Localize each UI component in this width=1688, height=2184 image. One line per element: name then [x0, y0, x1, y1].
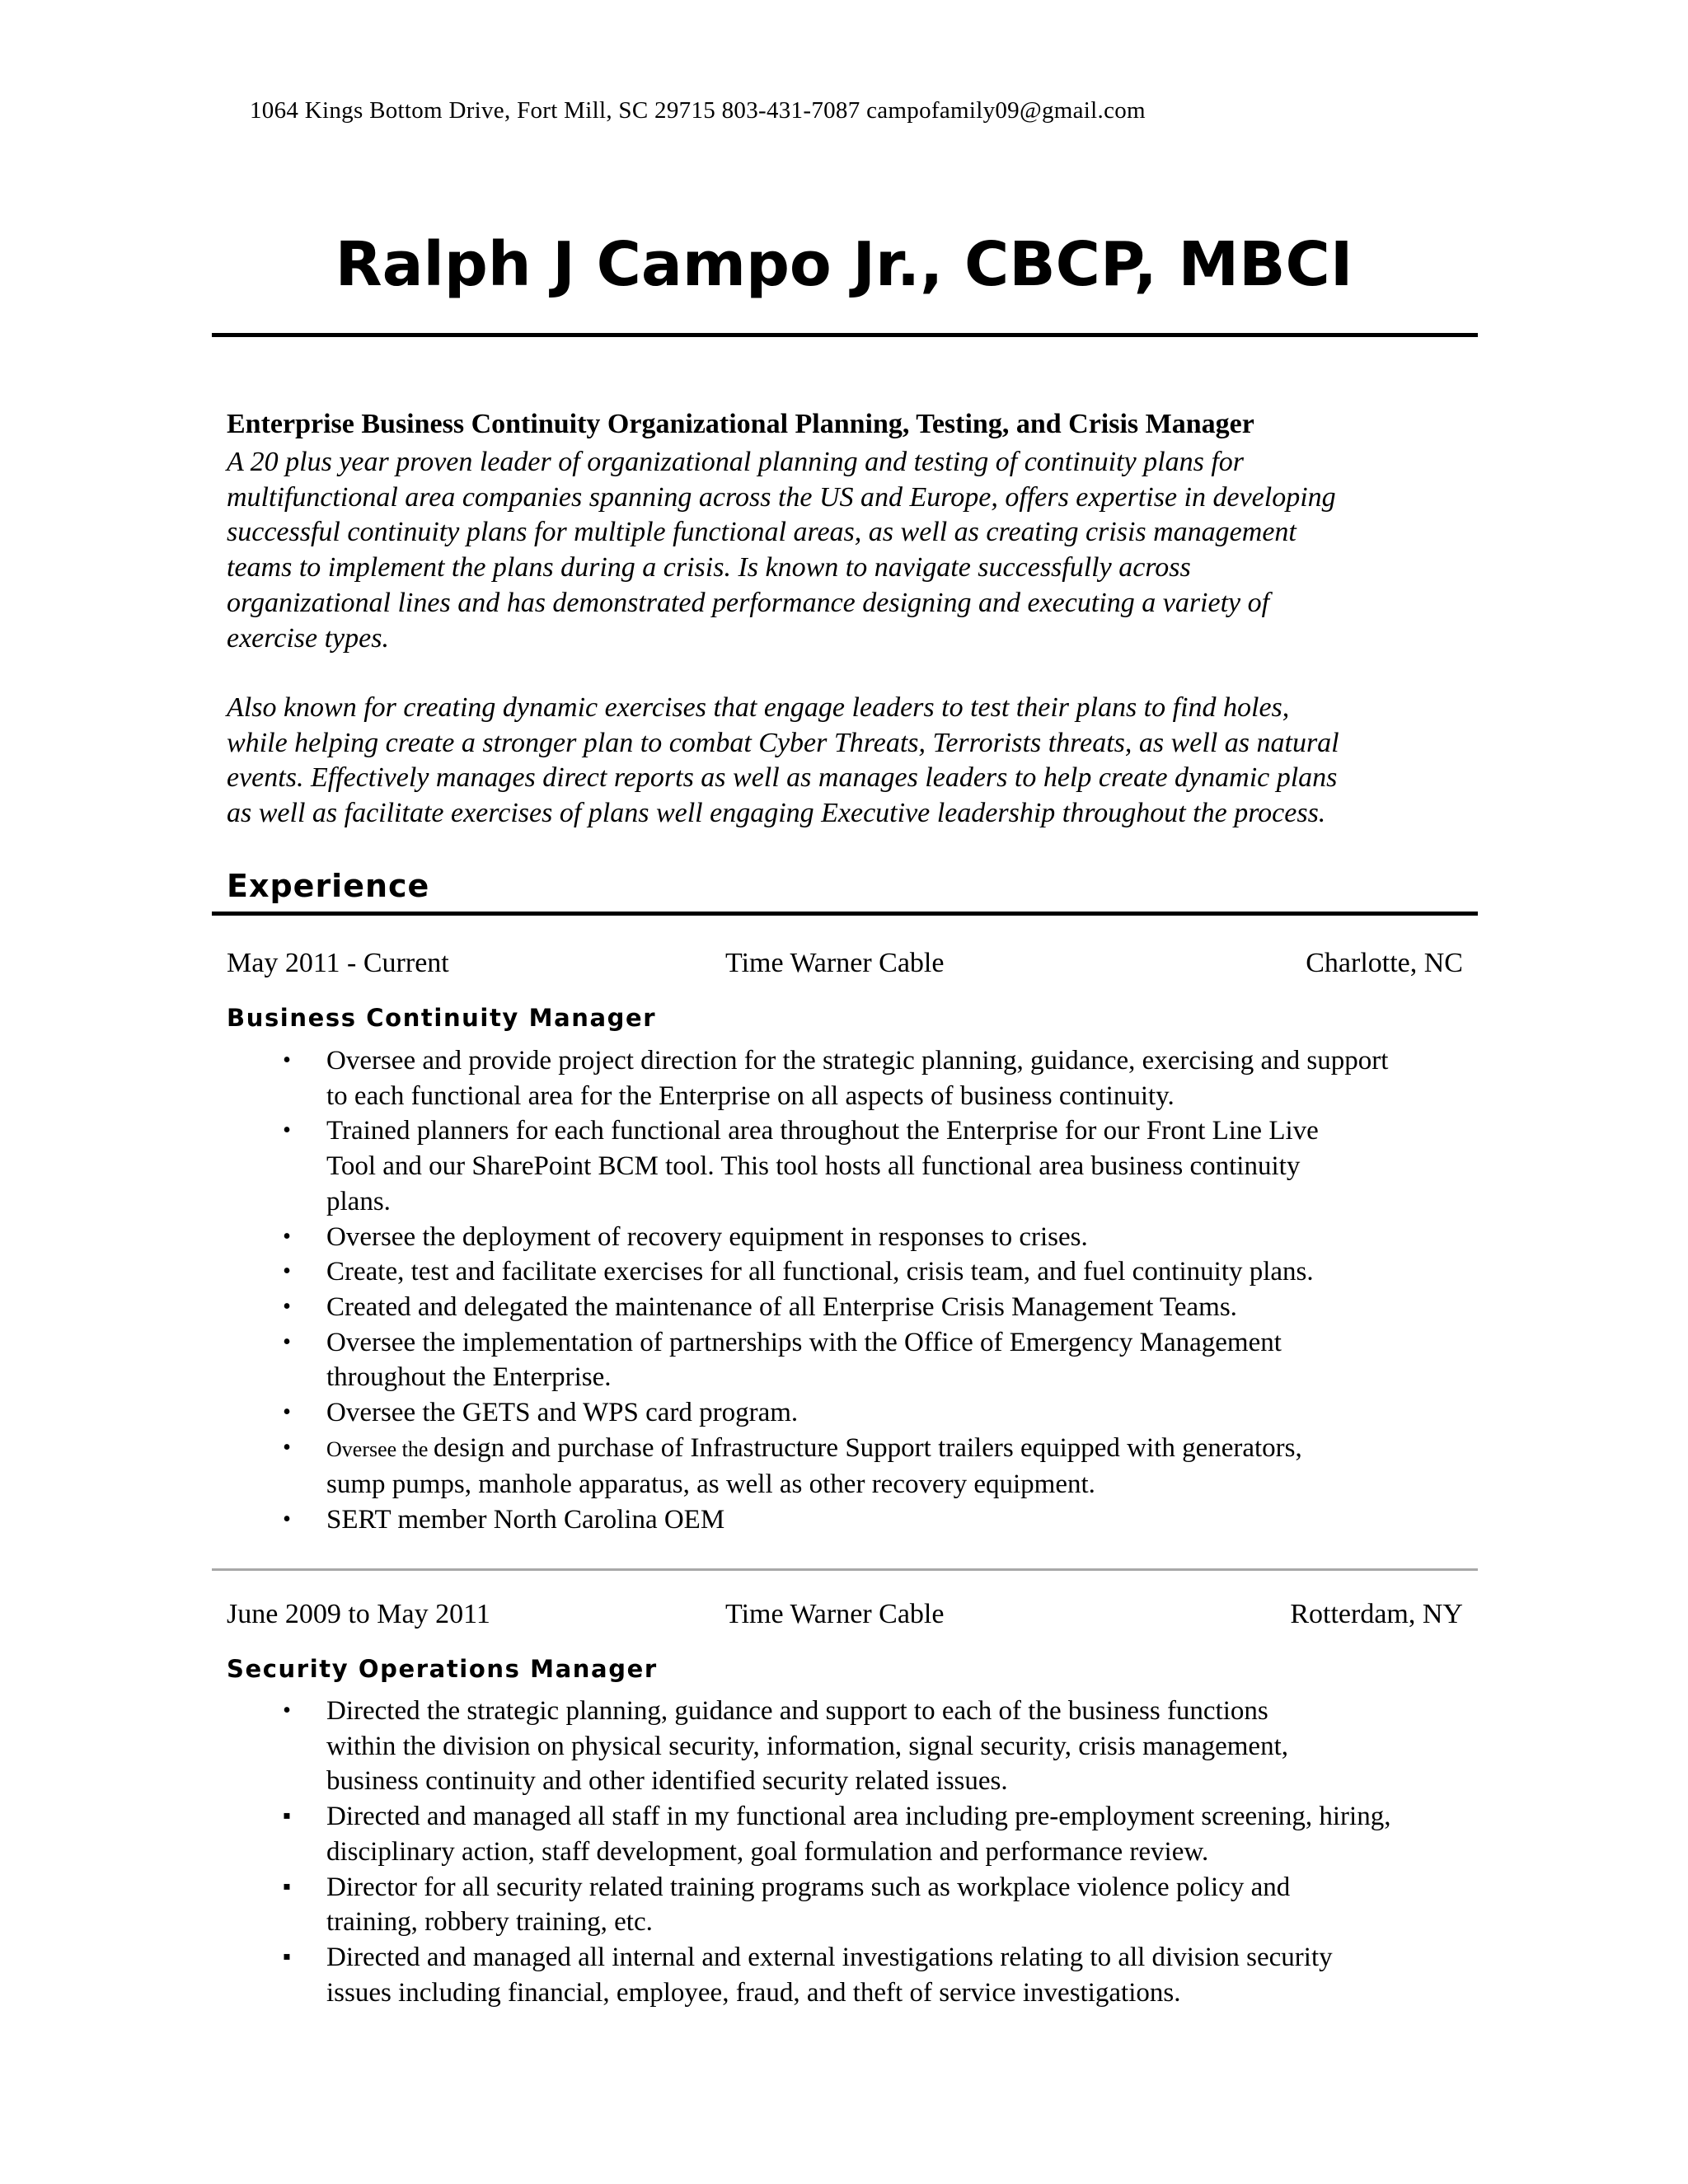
list-item	[0, 1502, 1688, 1538]
bullet-marker: •	[283, 1047, 291, 1073]
summary-line: while helping create a stronger plan to combat Cyber Threats, Terrorists threats, as well as natural	[227, 727, 1339, 758]
bullet-marker: •	[283, 1118, 291, 1144]
bullet-line: Trained planners for each functional area throughout the Enterprise for our Front Line Live	[326, 1116, 1319, 1146]
job-role: Business Continuity Manager	[227, 1004, 657, 1032]
bullet-line	[326, 1431, 1480, 1468]
bullet-marker: ▪	[283, 1943, 291, 1970]
list-item	[0, 1940, 1688, 2010]
summary-line: multifunctional area companies spanning across the US and Europe, offers expertise in developing	[227, 481, 1336, 513]
bullet-line: Oversee the implementation of partnerships with the Office of Emergency Management	[326, 1327, 1282, 1357]
bullet-text: design and purchase of Infrastructure Support trailers equipped with generators,	[433, 1432, 1302, 1463]
contact-line: 1064 Kings Bottom Drive, Fort Mill, SC 29715 803-431-7087 campofamily09@gmail.com	[250, 97, 1146, 124]
job-bullet-list	[0, 1043, 1688, 1538]
bullet-line: sump pumps, manhole apparatus, as well as other recovery equipment.	[326, 1469, 1095, 1500]
bullet-line: Create, test and facilitate exercises for all functional, crisis team, and fuel continuity plans.	[326, 1257, 1314, 1287]
summary-paragraph-1	[227, 445, 1479, 656]
list-item	[0, 1254, 1688, 1290]
list-item	[0, 1220, 1688, 1255]
bullet-line: within the division on physical security, information, signal security, crisis management,	[326, 1731, 1288, 1761]
list-item	[0, 1290, 1688, 1325]
summary-line: as well as facilitate exercises of plans well engaging Executive leadership throughout the process.	[227, 798, 1326, 829]
bullet-marker: •	[283, 1507, 291, 1533]
bullet-line: disciplinary action, staff development, goal formulation and performance review.	[326, 1836, 1209, 1867]
bullet-line: Directed and managed all staff in my functional area including pre-employment screening, hiring,	[326, 1802, 1391, 1832]
summary-line: organizational lines and has demonstrated performance designing and executing a variety of	[227, 587, 1270, 618]
bullet-line: plans.	[326, 1186, 391, 1216]
bullet-line: Directed the strategic planning, guidance and support to each of the business functions	[326, 1696, 1268, 1726]
bullet-line: Directed and managed all internal and external investigations relating to all division security	[326, 1942, 1333, 1972]
bullet-marker: •	[283, 1329, 291, 1355]
bullet-line: Created and delegated the maintenance of all Enterprise Crisis Management Teams.	[326, 1291, 1237, 1322]
job-header	[227, 1599, 1463, 1635]
bullet-line: Oversee and provide project direction for the strategic planning, guidance, exercising and support	[326, 1046, 1389, 1076]
summary-line: exercise types.	[227, 622, 389, 654]
bullet-marker: •	[283, 1223, 291, 1249]
job-company: Time Warner Cable	[725, 948, 945, 978]
experience-heading: Experience	[227, 868, 430, 904]
list-item	[0, 1431, 1688, 1502]
job-bullet-list	[0, 1694, 1688, 2010]
bullet-marker: •	[283, 1434, 291, 1460]
bullet-line: Oversee the GETS and WPS card program.	[326, 1398, 799, 1428]
summary-headline: Enterprise Business Continuity Organizational Planning, Testing, and Crisis Manager	[227, 409, 1254, 439]
job-location: Rotterdam, NY	[1290, 1599, 1463, 1629]
job-header	[227, 948, 1463, 984]
bullet-marker: ▪	[283, 1873, 291, 1900]
list-item	[0, 1043, 1688, 1113]
bullet-line: Tool and our SharePoint BCM tool. This tool hosts all functional area business continuity	[326, 1151, 1301, 1182]
list-item	[0, 1113, 1688, 1219]
job-role: Security Operations Manager	[227, 1655, 658, 1683]
list-item	[0, 1325, 1688, 1395]
summary-line: A 20 plus year proven leader of organizational planning and testing of continuity plans for	[227, 447, 1245, 477]
job-location: Charlotte, NC	[1306, 948, 1463, 978]
experience-divider	[212, 912, 1478, 916]
summary-paragraph-2	[227, 691, 1479, 832]
bullet-line: training, robbery training, etc.	[326, 1907, 653, 1938]
list-item	[0, 1870, 1688, 1940]
candidate-name: Ralph J Campo Jr., CBCP, MBCI	[335, 229, 1353, 300]
list-item	[0, 1395, 1688, 1431]
bullet-line: Oversee the deployment of recovery equipment in responses to crises.	[326, 1221, 1088, 1252]
bullet-marker: ▪	[283, 1803, 291, 1830]
summary-line: Also known for creating dynamic exercises that engage leaders to test their plans to find holes,	[227, 692, 1290, 723]
summary-line: teams to implement the plans during a crisis. Is known to navigate successfully across	[227, 552, 1191, 583]
job-dates: May 2011 - Current	[227, 948, 449, 978]
bullet-marker: •	[283, 1698, 291, 1723]
list-item	[0, 1694, 1688, 1799]
job-divider	[212, 1568, 1478, 1571]
summary-line: events. Effectively manages direct reports as well as manages leaders to help create dynamic plans	[227, 762, 1338, 794]
bullet-line: issues including financial, employee, fraud, and theft of service investigations.	[326, 1977, 1181, 2008]
bullet-prefix: Oversee the	[326, 1436, 434, 1461]
job-dates: June 2009 to May 2011	[227, 1599, 490, 1629]
bullet-line: SERT member North Carolina OEM	[326, 1505, 725, 1535]
bullet-line: Director for all security related training programs such as workplace violence policy and	[326, 1872, 1291, 1902]
list-item	[0, 1799, 1688, 1869]
header-divider	[212, 333, 1478, 337]
job-company: Time Warner Cable	[725, 1599, 945, 1629]
bullet-marker: •	[283, 1399, 291, 1426]
bullet-line: throughout the Enterprise.	[326, 1362, 612, 1393]
bullet-marker: •	[283, 1293, 291, 1319]
bullet-line: to each functional area for the Enterprise on all aspects of business continuity.	[326, 1080, 1175, 1111]
bullet-marker: •	[283, 1258, 291, 1285]
bullet-line: business continuity and other identified security related issues.	[326, 1766, 1008, 1797]
summary-line: successful continuity plans for multiple functional areas, as well as creating crisis management	[227, 517, 1296, 548]
